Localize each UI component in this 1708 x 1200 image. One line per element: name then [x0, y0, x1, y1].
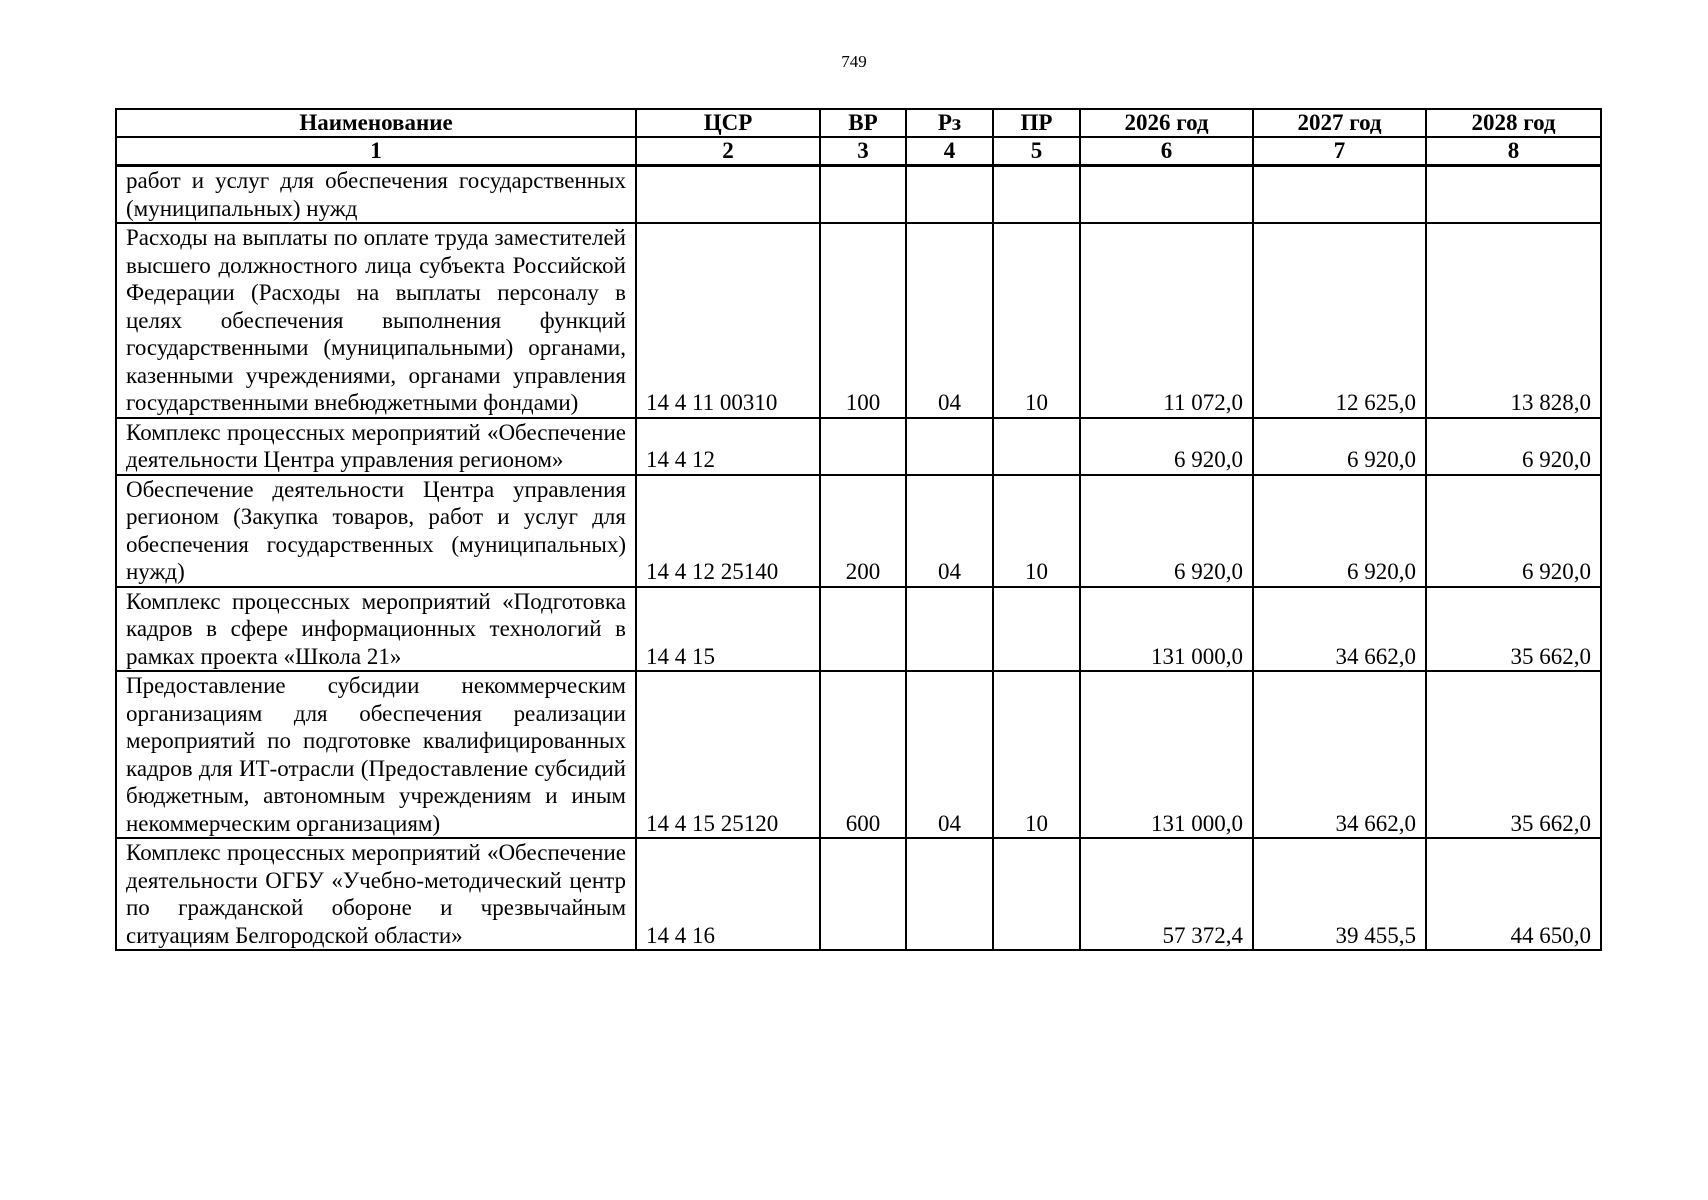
row-pr [993, 838, 1080, 950]
row-rz [906, 418, 993, 475]
row-2026: 131 000,0 [1080, 587, 1253, 672]
row-2027 [1253, 166, 1426, 224]
row-2027: 34 662,0 [1253, 671, 1426, 838]
row-2026 [1080, 166, 1253, 224]
row-pr: 10 [993, 223, 1080, 418]
header-2026: 2026 год [1080, 109, 1253, 137]
column-number-row [116, 137, 1601, 166]
header-2027: 2027 год [1253, 109, 1426, 137]
row-2027: 34 662,0 [1253, 587, 1426, 672]
row-rz: 04 [906, 671, 993, 838]
row-2026: 131 000,0 [1080, 671, 1253, 838]
column-number: 1 [116, 137, 636, 166]
row-2026: 57 372,4 [1080, 838, 1253, 950]
column-number: 4 [906, 137, 993, 166]
row-2026: 11 072,0 [1080, 223, 1253, 418]
row-csr [636, 166, 820, 224]
row-name: Предоставление субсидии некоммерческим организациям для обеспечения реализации мероприятий по подготовке квалифицированных кадров для ИТ-отрасли (Предоставление субсидий бюджетным, автономным учреждениям и иным некоммерческим организациям) [116, 671, 636, 838]
row-vr: 100 [820, 223, 906, 418]
table-row [116, 671, 1601, 838]
row-vr [820, 587, 906, 672]
table-row [116, 838, 1601, 950]
column-number: 8 [1426, 137, 1601, 166]
row-2026: 6 920,0 [1080, 418, 1253, 475]
row-2027: 39 455,5 [1253, 838, 1426, 950]
row-csr: 14 4 15 25120 [636, 671, 820, 838]
column-number: 5 [993, 137, 1080, 166]
column-number: 3 [820, 137, 906, 166]
row-2027: 6 920,0 [1253, 418, 1426, 475]
row-rz [906, 166, 993, 224]
header-row [116, 109, 1601, 137]
row-name: работ и услуг для обеспечения государственных (муниципальных) нужд [116, 166, 636, 224]
row-vr: 200 [820, 475, 906, 587]
table-row [116, 418, 1601, 475]
row-rz [906, 838, 993, 950]
page-number: 749 [841, 52, 867, 71]
row-2028: 6 920,0 [1426, 475, 1601, 587]
row-2028: 44 650,0 [1426, 838, 1601, 950]
row-rz: 04 [906, 475, 993, 587]
row-name: Обеспечение деятельности Центра управления регионом (Закупка товаров, работ и услуг для обеспечения государственных (муниципальных) нужд) [116, 475, 636, 587]
row-vr [820, 838, 906, 950]
table-row [116, 166, 1601, 224]
row-2028: 6 920,0 [1426, 418, 1601, 475]
header-rz: Рз [906, 109, 993, 137]
row-name: Комплекс процессных мероприятий «Обеспечение деятельности Центра управления регионом» [116, 418, 636, 475]
table-row [116, 587, 1601, 672]
row-2026: 6 920,0 [1080, 475, 1253, 587]
budget-table [115, 108, 1602, 951]
row-2027: 12 625,0 [1253, 223, 1426, 418]
row-csr: 14 4 11 00310 [636, 223, 820, 418]
header-pr: ПР [993, 109, 1080, 137]
row-pr [993, 418, 1080, 475]
column-number: 6 [1080, 137, 1253, 166]
row-2028 [1426, 166, 1601, 224]
row-2028: 35 662,0 [1426, 587, 1601, 672]
row-csr: 14 4 12 [636, 418, 820, 475]
table-row [116, 475, 1601, 587]
row-2027: 6 920,0 [1253, 475, 1426, 587]
row-vr [820, 418, 906, 475]
row-vr [820, 166, 906, 224]
header-vr: ВР [820, 109, 906, 137]
column-number: 2 [636, 137, 820, 166]
row-name: Расходы на выплаты по оплате труда заместителей высшего должностного лица субъекта Российской Федерации (Расходы на выплаты персоналу в целях обеспечения выполнения функций государственными (муниципальными) органами, казенными учреждениями, органами управления государственными внебюджетными фондами) [116, 223, 636, 418]
row-2028: 35 662,0 [1426, 671, 1601, 838]
column-number: 7 [1253, 137, 1426, 166]
row-csr: 14 4 16 [636, 838, 820, 950]
row-csr: 14 4 15 [636, 587, 820, 672]
row-rz: 04 [906, 223, 993, 418]
row-rz [906, 587, 993, 672]
row-pr: 10 [993, 671, 1080, 838]
row-csr: 14 4 12 25140 [636, 475, 820, 587]
row-2028: 13 828,0 [1426, 223, 1601, 418]
header-csr: ЦСР [636, 109, 820, 137]
row-pr [993, 587, 1080, 672]
row-pr [993, 166, 1080, 224]
header-2028: 2028 год [1426, 109, 1601, 137]
row-pr: 10 [993, 475, 1080, 587]
row-name: Комплекс процессных мероприятий «Обеспечение деятельности ОГБУ «Учебно-методический центр по гражданской обороне и чрезвычайным ситуациям Белгородской области» [116, 838, 636, 950]
row-name: Комплекс процессных мероприятий «Подготовка кадров в сфере информационных технологий в рамках проекта «Школа 21» [116, 587, 636, 672]
table-row [116, 223, 1601, 418]
header-name: Наименование [116, 109, 636, 137]
row-vr: 600 [820, 671, 906, 838]
